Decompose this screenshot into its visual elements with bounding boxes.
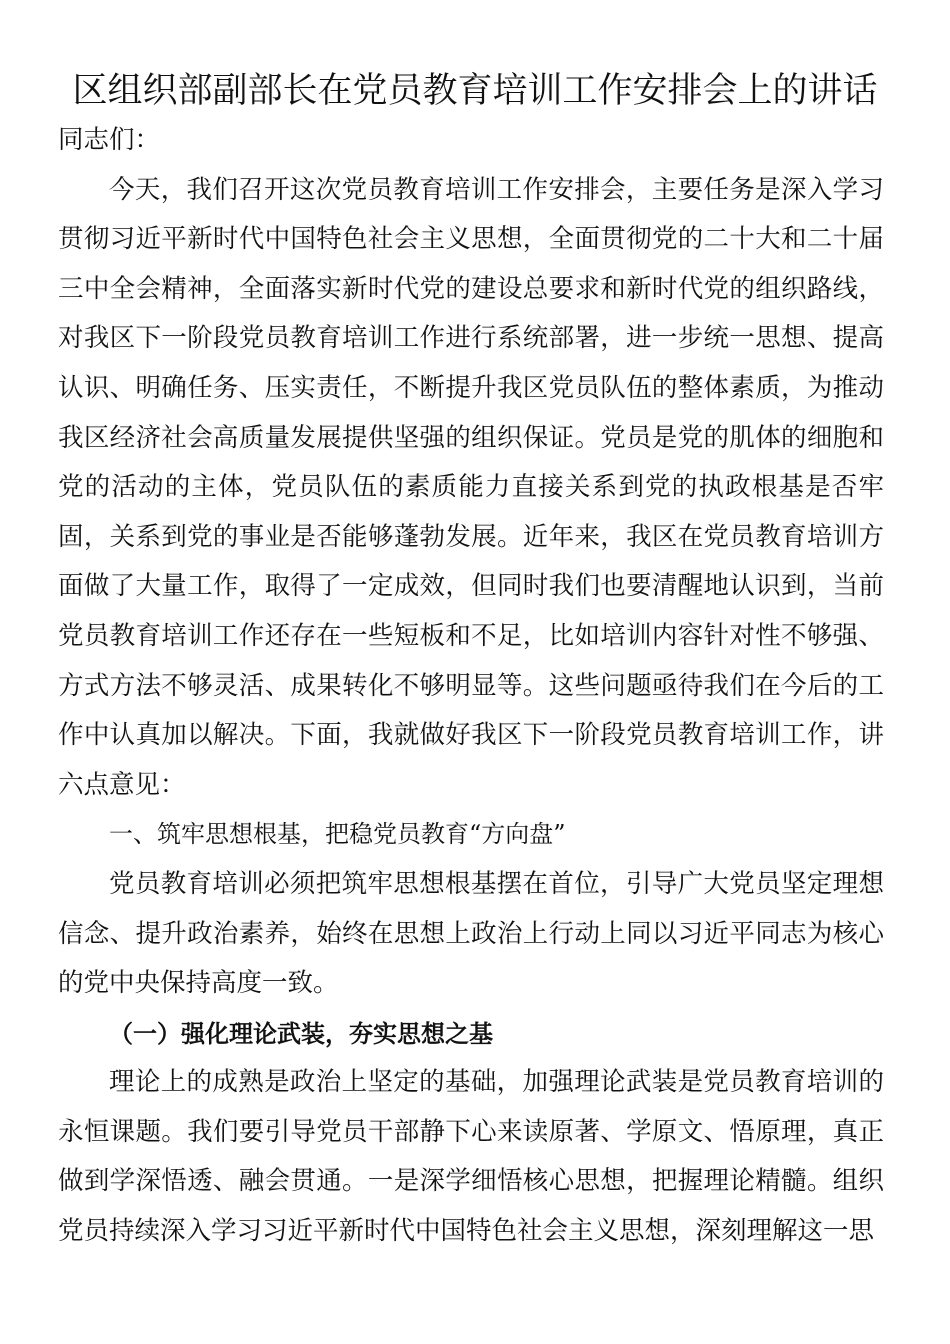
subsection-paragraph-1: 理论上的成熟是政治上坚定的基础，加强理论武装是党员教育培训的永恒课题。我们要引导党员干部静下心来读原著、学原文、悟原理，真正做到学深悟透、融会贯通。一是深学细悟核心思想，把握理论精髓。组织党员持续深入学习习近平新时代中国特色社会主义思想，深刻理解这一思 bbox=[58, 1067, 884, 1247]
section-heading-1: 一、筑牢思想根基，把稳党员教育“方向盘” bbox=[109, 820, 566, 849]
subsection-heading-1: （一）强化理论武装，夯实思想之基 bbox=[109, 1018, 493, 1048]
document-title: 区组织部副部长在党员教育培训工作安排会上的讲话 bbox=[72, 71, 878, 111]
document-body bbox=[58, 116, 884, 1257]
salutation: 同志们： bbox=[58, 125, 161, 155]
section-paragraph-1: 党员教育培训必须把筑牢思想根基摆在首位，引导广大党员坚定理想信念、提升政治素养，始终在思想上政治上行动上同以习近平同志为核心的党中央保持高度一致。 bbox=[58, 868, 884, 999]
intro-paragraph: 今天，我们召开这次党员教育培训工作安排会，主要任务是深入学习贯彻习近平新时代中国特色社会主义思想，全面贯彻党的二十大和二十届三中全会精神，全面落实新时代党的建设总要求和新时代党的组织路线，对我区下一阶段党员教育培训工作进行系统部署，进一步统一思想、提高认识、明确任务、压实责任，不断提升我区党员队伍的整体素质，为推动我区经济社会高质量发展提供坚强的组织保证。党员是党的肌体的细胞和党的活动的主体，党员队伍的素质能力直接关系到党的执政根基是否牢固，关系到党的事业是否能够蓬勃发展。近年来，我区在党员教育培训方面做了大量工作，取得了一定成效，但同时我们也要清醒地认识到，当前党员教育培训工作还存在一些短板和不足，比如培训内容针对性不够强、方式方法不够灵活、成果转化不够明显等。这些问题亟待我们在今后的工作中认真加以解决。下面，我就做好我区下一阶段党员教育培训工作，讲六点意见： bbox=[58, 174, 884, 800]
